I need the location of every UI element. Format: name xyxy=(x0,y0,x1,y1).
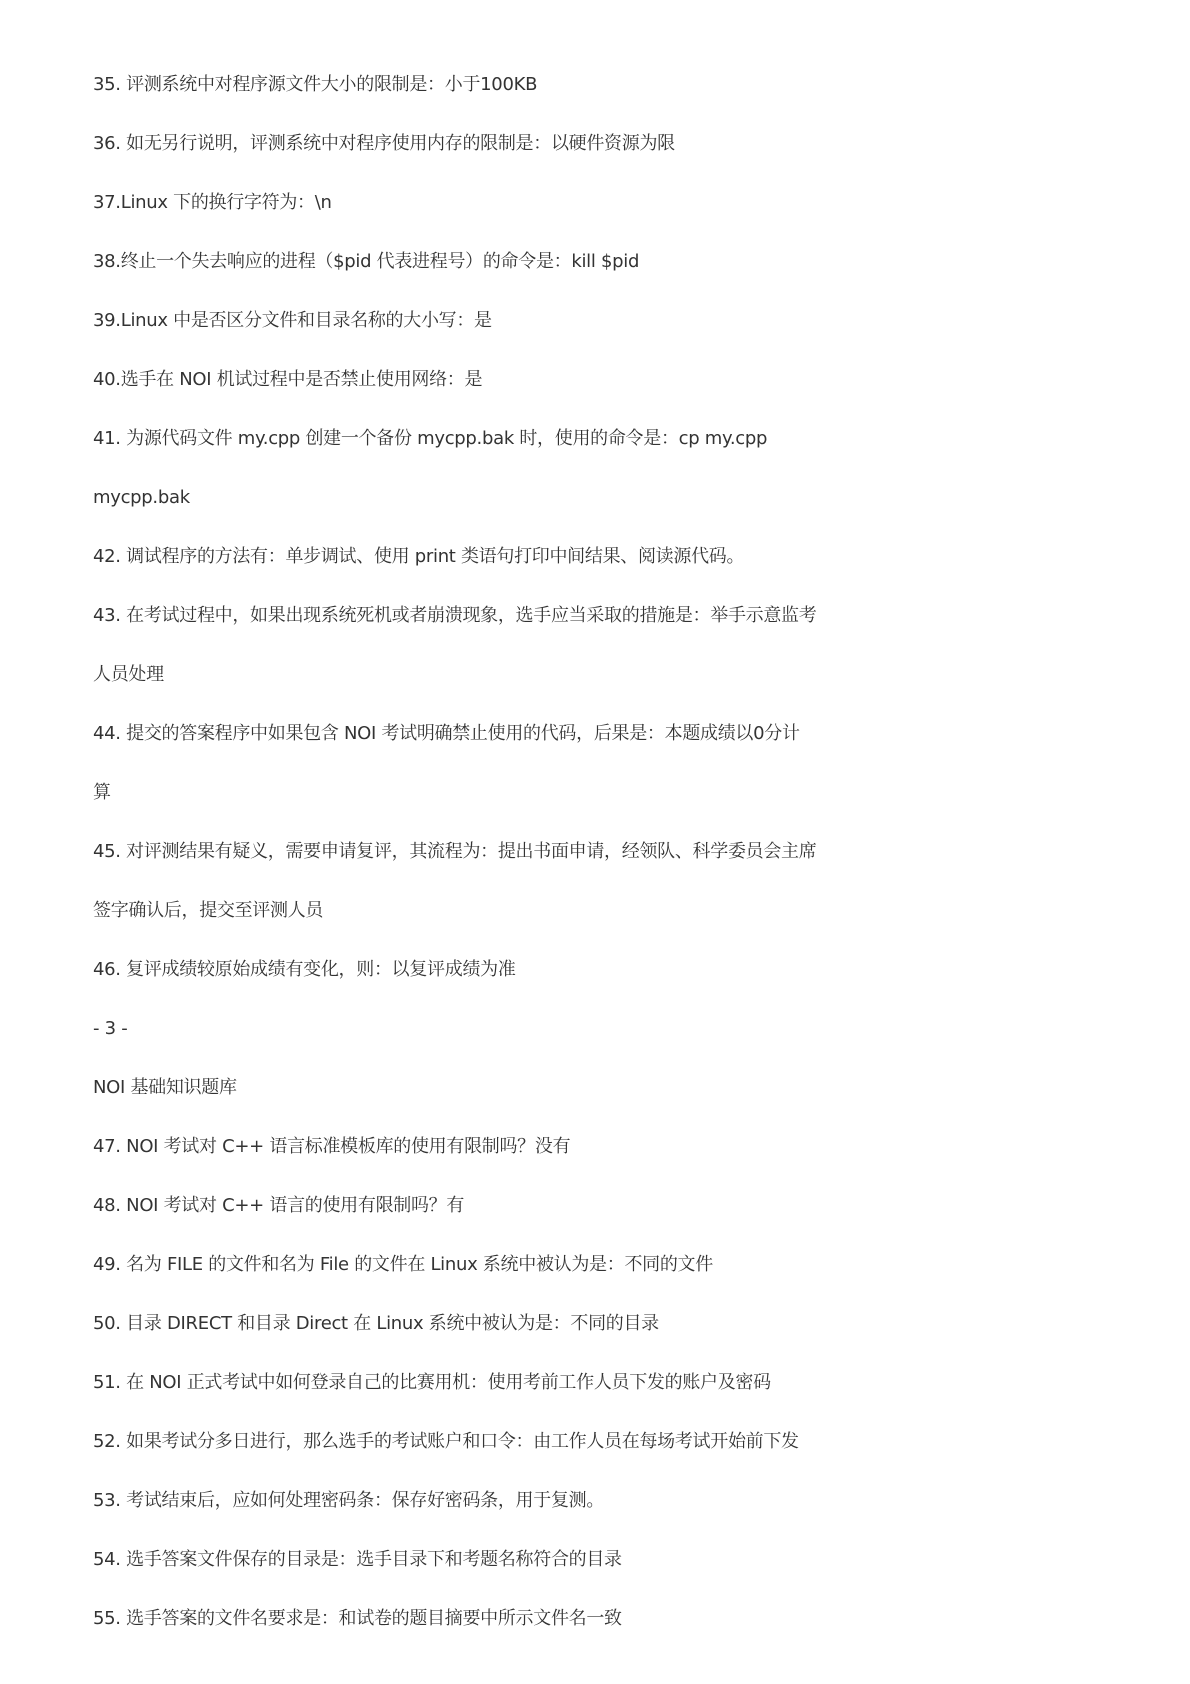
text-line: 44. 提交的答案程序中如果包含 NOI 考试明确禁止使用的代码，后果是：本题成绩以0分计 xyxy=(93,723,800,744)
text-line: 54. 选手答案文件保存的目录是：选手目录下和考题名称符合的目录 xyxy=(93,1549,622,1570)
text-line: 算 xyxy=(93,782,111,803)
text-line: 人员处理 xyxy=(93,664,164,685)
text-line: 36. 如无另行说明，评测系统中对程序使用内存的限制是：以硬件资源为限 xyxy=(93,133,675,154)
page-number: - 3 - xyxy=(93,1018,128,1039)
text-line: 35. 评测系统中对程序源文件大小的限制是：小于100KB xyxy=(93,74,538,95)
text-line: 46. 复评成绩较原始成绩有变化，则：以复评成绩为准 xyxy=(93,959,516,980)
text-line: 53. 考试结束后，应如何处理密码条：保存好密码条，用于复测。 xyxy=(93,1490,605,1511)
text-line: 49. 名为 FILE 的文件和名为 File 的文件在 Linux 系统中被认为是：不同的文件 xyxy=(93,1254,713,1275)
document-text xyxy=(93,70,1093,1663)
text-line: 52. 如果考试分多日进行，那么选手的考试账户和口令：由工作人员在每场考试开始前下发 xyxy=(93,1431,799,1452)
text-line: 51. 在 NOI 正式考试中如何登录自己的比赛用机：使用考前工作人员下发的账户及密码 xyxy=(93,1372,771,1393)
text-line: 50. 目录 DIRECT 和目录 Direct 在 Linux 系统中被认为是：不同的目录 xyxy=(93,1313,659,1334)
text-line: 47. NOI 考试对 C++ 语言标准模板库的使用有限制吗？没有 xyxy=(93,1136,571,1157)
text-line: 37.Linux 下的换行字符为：\n xyxy=(93,192,332,213)
text-line: mycpp.bak xyxy=(93,487,190,508)
text-line: 签字确认后，提交至评测人员 xyxy=(93,900,324,921)
text-line: 45. 对评测结果有疑义，需要申请复评，其流程为：提出书面申请，经领队、科学委员会主席 xyxy=(93,841,817,862)
text-line: 39.Linux 中是否区分文件和目录名称的大小写：是 xyxy=(93,310,492,331)
text-line: 48. NOI 考试对 C++ 语言的使用有限制吗？有 xyxy=(93,1195,465,1216)
text-line: 38.终止一个失去响应的进程（$pid 代表进程号）的命令是：kill $pid xyxy=(93,251,640,272)
text-line: 43. 在考试过程中，如果出现系统死机或者崩溃现象，选手应当采取的措施是：举手示意监考 xyxy=(93,605,817,626)
page-header-title: NOI 基础知识题库 xyxy=(93,1077,237,1098)
text-line: 40.选手在 NOI 机试过程中是否禁止使用网络：是 xyxy=(93,369,483,390)
text-line: 55. 选手答案的文件名要求是：和试卷的题目摘要中所示文件名一致 xyxy=(93,1608,622,1629)
text-line: 42. 调试程序的方法有：单步调试、使用 print 类语句打印中间结果、阅读源代码。 xyxy=(93,546,745,567)
text-line: 41. 为源代码文件 my.cpp 创建一个备份 mycpp.bak 时，使用的命令是：cp my.cpp xyxy=(93,428,768,449)
